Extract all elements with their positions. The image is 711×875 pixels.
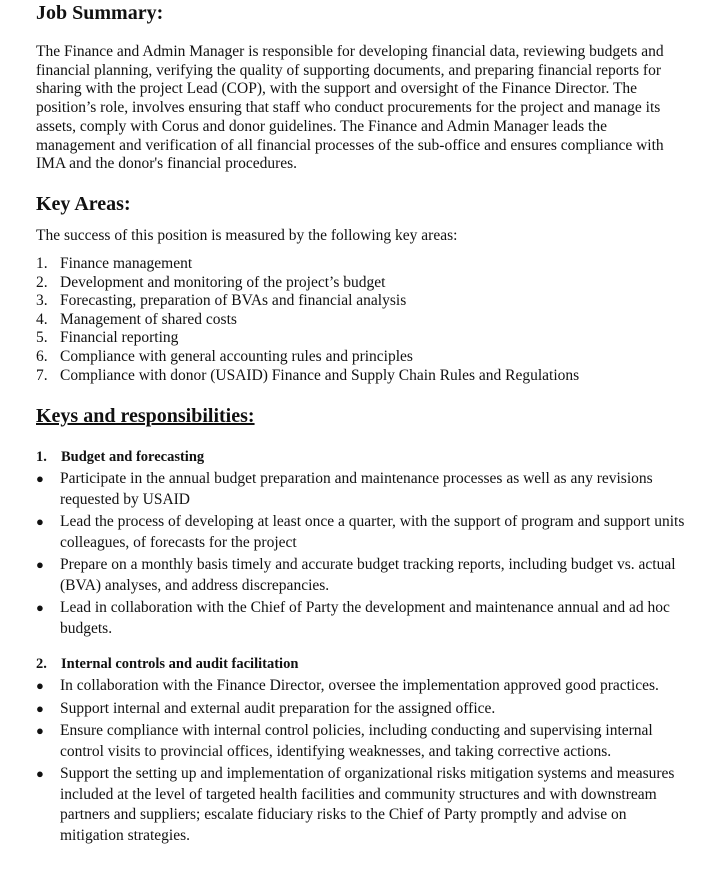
bullet-icon: ● — [36, 471, 44, 486]
responsibilities-heading: Keys and responsibilities: — [36, 405, 255, 427]
list-number: 4. — [36, 310, 48, 328]
bullet-icon: ● — [36, 723, 44, 738]
section-title-internal-controls — [36, 655, 298, 673]
list-item-text: Development and monitoring of the project’s budget — [60, 273, 386, 291]
list-item — [36, 367, 579, 386]
bullet-item — [36, 469, 686, 510]
bullet-text: Participate in the annual budget preparation and maintenance processes as well as any revisions requested by USAID — [60, 470, 653, 508]
list-item-text: Compliance with donor (USAID) Finance and Supply Chain Rules and Regulations — [60, 366, 580, 384]
bullet-icon: ● — [36, 557, 44, 572]
section-title-text: Budget and forecasting — [61, 449, 205, 465]
bullet-icon: ● — [36, 514, 44, 529]
bullet-item — [36, 555, 686, 596]
list-item-text: Finance management — [60, 255, 193, 272]
bullet-icon: ● — [36, 678, 44, 693]
bullet-text: Lead the process of developing at least once a quarter, with the support of program and support units colleagues, of forecasts for the project — [60, 513, 685, 551]
internal-controls-bullet-list — [36, 676, 686, 848]
section-number: 1. — [36, 449, 47, 465]
bullet-icon: ● — [36, 766, 44, 781]
bullet-item — [36, 598, 686, 639]
list-item — [36, 329, 579, 348]
list-item-text: Compliance with general accounting rules and principles — [60, 347, 413, 365]
list-number: 7. — [36, 366, 48, 384]
job-summary-heading: Job Summary: — [36, 2, 164, 24]
list-number: 6. — [36, 347, 48, 365]
list-number: 3. — [36, 292, 48, 310]
list-item — [36, 311, 579, 330]
list-item-text: Forecasting, preparation of BVAs and financial analysis — [60, 292, 407, 310]
list-item — [36, 348, 579, 367]
key-areas-heading: Key Areas: — [36, 193, 131, 215]
list-item — [36, 292, 579, 311]
list-item — [36, 274, 579, 293]
budget-bullet-list — [36, 469, 686, 641]
bullet-item — [36, 699, 686, 720]
bullet-icon: ● — [36, 700, 44, 716]
bullet-text: Ensure compliance with internal control policies, including conducting and supervising internal control visits to provincial offices, identifying weaknesses, and taking corrective actions. — [60, 722, 653, 760]
bullet-text: Prepare on a monthly basis timely and accurate budget tracking reports, including budget vs. actual (BVA) analyses, and address discrepancies. — [60, 556, 676, 594]
key-areas-intro: The success of this position is measured by the following key areas: — [36, 227, 458, 244]
bullet-icon: ● — [36, 600, 44, 615]
bullet-text: Lead in collaboration with the Chief of Party the development and maintenance annual and ad hoc budgets. — [60, 599, 670, 637]
list-number: 1. — [36, 255, 48, 272]
bullet-text: Support the setting up and implementation of organizational risks mitigation systems and measures included at the level of targeted health facilities and community structures and with downstream partners and suppliers; escalate fiduciary risks to the Chief of Party promptly and advise on mitigation strategies. — [60, 765, 675, 844]
bullet-item — [36, 676, 686, 697]
job-summary-text: The Finance and Admin Manager is responsible for developing financial data, reviewing budgets and financial planning, verifying the quality of supporting documents, and preparing financial reports for sharing with the project Lead (COP), with the support and oversight of the Finance Director. The position’s role, involves ensuring that staff who conduct procurements for the project and manage its assets, comply with Corus and donor guidelines. The Finance and Admin Manager leads the management and verification of all financial processes of the sub-office and ensures compliance with IMA and the donor's financial procedures. — [36, 43, 664, 173]
list-number: 5. — [36, 329, 48, 347]
section-number: 2. — [36, 656, 47, 672]
section-title-text: Internal controls and audit facilitation — [61, 656, 299, 672]
key-areas-list — [36, 255, 579, 385]
section-title-budget — [36, 448, 204, 466]
bullet-item — [36, 764, 686, 846]
bullet-text: Support internal and external audit preparation for the assigned office. — [60, 699, 496, 717]
list-item-text: Financial reporting — [60, 329, 179, 347]
list-number: 2. — [36, 273, 48, 291]
list-item-text: Management of shared costs — [60, 310, 237, 328]
bullet-text: In collaboration with the Finance Director, oversee the implementation approved good practices. — [60, 677, 659, 694]
bullet-item — [36, 512, 686, 553]
list-item — [36, 255, 579, 274]
bullet-item — [36, 721, 686, 762]
